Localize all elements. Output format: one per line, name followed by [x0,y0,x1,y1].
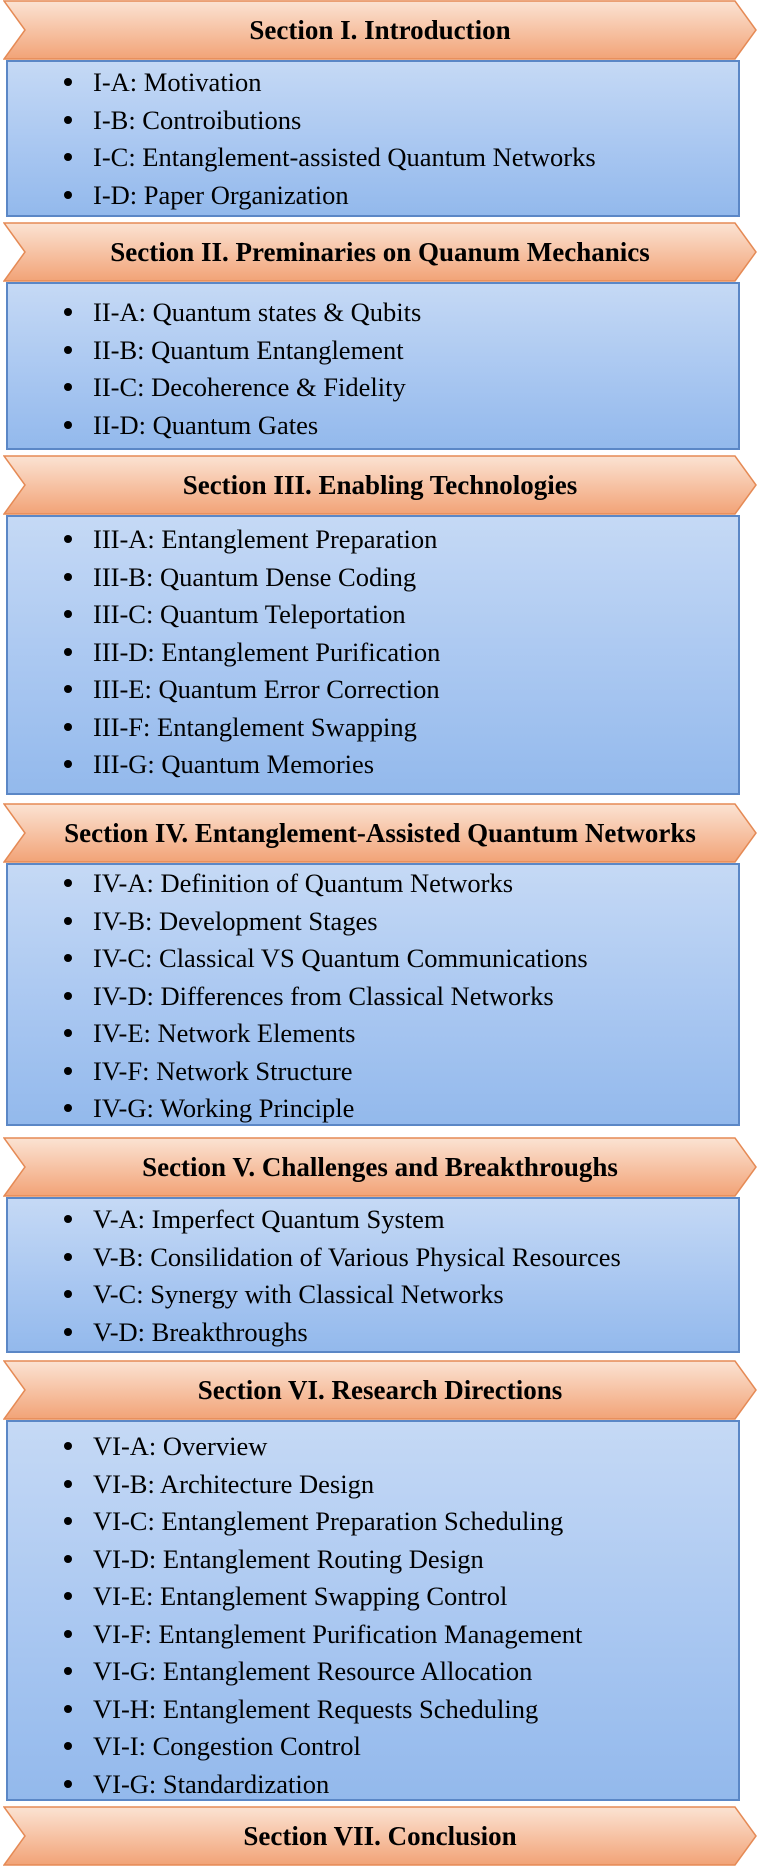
subsection-list-box [6,60,740,217]
subsection-list-box [6,1197,740,1353]
subsection-label: III-E: Quantum Error Correction [93,674,440,704]
section-header [3,1137,757,1197]
bullet-icon [64,1667,72,1675]
subsection-label: IV-B: Development Stages [93,905,378,936]
subsection-label: VI-I: Congestion Control [93,1731,361,1761]
bullet-icon [64,1067,72,1075]
bullet-icon [64,1630,72,1638]
section-title: Section II. Preminaries on Quanum Mechanics [110,236,650,267]
subsection-label: VI-G: Standardization [93,1768,330,1799]
bullet-icon [64,1517,72,1525]
bullet-icon [64,1442,72,1450]
bullet-icon [64,1742,72,1750]
subsection-label: VI-G: Entanglement Resource Allocation [93,1656,533,1686]
bullet-icon [64,1780,72,1788]
subsection-label: I-B: Controibutions [93,104,302,135]
bullet-icon [64,1253,72,1261]
section-header [3,1360,757,1420]
bullet-icon [64,1104,72,1112]
bullet-icon [64,879,72,887]
subsection-list-box [6,863,740,1126]
subsection-label: IV-D: Differences from Classical Networks [93,980,554,1011]
subsection-label: III-C: Quantum Teleportation [93,599,406,629]
bullet-icon [64,535,72,543]
bullet-icon [64,1705,72,1713]
subsection-label: IV-E: Network Elements [93,1018,356,1048]
section-header [3,0,757,60]
subsection-label: III-D: Entanglement Purification [93,636,441,667]
bullet-icon [64,685,72,693]
subsection-label: V-D: Breakthroughs [93,1316,308,1347]
section-title: Section VII. Conclusion [243,1820,517,1851]
subsection-label: I-A: Motivation [93,67,262,97]
subsection-label: VI-A: Overview [93,1431,268,1461]
section-header [3,1806,757,1866]
bullet-icon [64,648,72,656]
section-title: Section V. Challenges and Breakthroughs [142,1151,618,1182]
bullet-icon [64,573,72,581]
subsection-label: IV-G: Working Principle [93,1093,355,1123]
section-header [3,222,757,282]
bullet-icon [64,153,72,161]
section-title: Section III. Enabling Technologies [182,469,578,500]
bullet-icon [64,346,72,354]
bullet-icon [64,723,72,731]
bullet-icon [64,308,72,316]
subsection-label: II-A: Quantum states & Qubits [93,297,422,327]
subsection-label: VI-C: Entanglement Preparation Scheduling [93,1506,564,1536]
bullet-icon [64,1592,72,1600]
subsection-label: III-A: Entanglement Preparation [93,524,438,554]
subsection-label: III-F: Entanglement Swapping [93,711,417,742]
subsection-label: VI-H: Entanglement Requests Scheduling [93,1693,539,1724]
bullet-icon [64,383,72,391]
subsection-label: IV-C: Classical VS Quantum Communications [93,943,588,973]
subsection-label: III-G: Quantum Memories [93,749,375,779]
section-title: Section I. Introduction [249,14,511,45]
subsection-list-box [6,1420,740,1801]
subsection-label: II-C: Decoherence & Fidelity [93,372,406,402]
section-header [3,455,757,515]
bullet-icon [64,1480,72,1488]
bullet-icon [64,116,72,124]
bullet-icon [64,1215,72,1223]
bullet-icon [64,1029,72,1037]
subsection-label: VI-B: Architecture Design [93,1468,375,1499]
subsection-label: I-C: Entanglement-assisted Quantum Networks [93,142,596,172]
bullet-icon [64,78,72,86]
bullet-icon [64,917,72,925]
bullet-icon [64,191,72,199]
subsection-label: II-B: Quantum Entanglement [93,334,404,365]
subsection-label: III-B: Quantum Dense Coding [93,561,417,592]
subsection-label: I-D: Paper Organization [93,179,349,210]
bullet-icon [64,1290,72,1298]
bullet-icon [64,992,72,1000]
section-title: Section VI. Research Directions [197,1374,563,1405]
bullet-icon [64,1328,72,1336]
bullet-icon [64,954,72,962]
section-title: Section IV. Entanglement-Assisted Quantum Networks [64,817,696,848]
section-header [3,803,757,863]
subsection-list-box [6,515,740,795]
bullet-icon [64,760,72,768]
subsection-label: VI-F: Entanglement Purification Management [93,1618,583,1649]
subsection-label: IV-F: Network Structure [93,1055,353,1086]
bullet-icon [64,421,72,429]
subsection-label: V-C: Synergy with Classical Networks [93,1279,504,1309]
subsection-label: V-B: Consilidation of Various Physical Resources [93,1241,621,1272]
subsection-label: II-D: Quantum Gates [93,409,319,440]
subsection-label: VI-E: Entanglement Swapping Control [93,1581,508,1611]
subsection-label: VI-D: Entanglement Routing Design [93,1543,484,1574]
subsection-label: V-A: Imperfect Quantum System [93,1204,445,1234]
bullet-icon [64,1555,72,1563]
subsection-list-box [6,282,740,450]
subsection-label: IV-A: Definition of Quantum Networks [93,868,514,898]
bullet-icon [64,610,72,618]
